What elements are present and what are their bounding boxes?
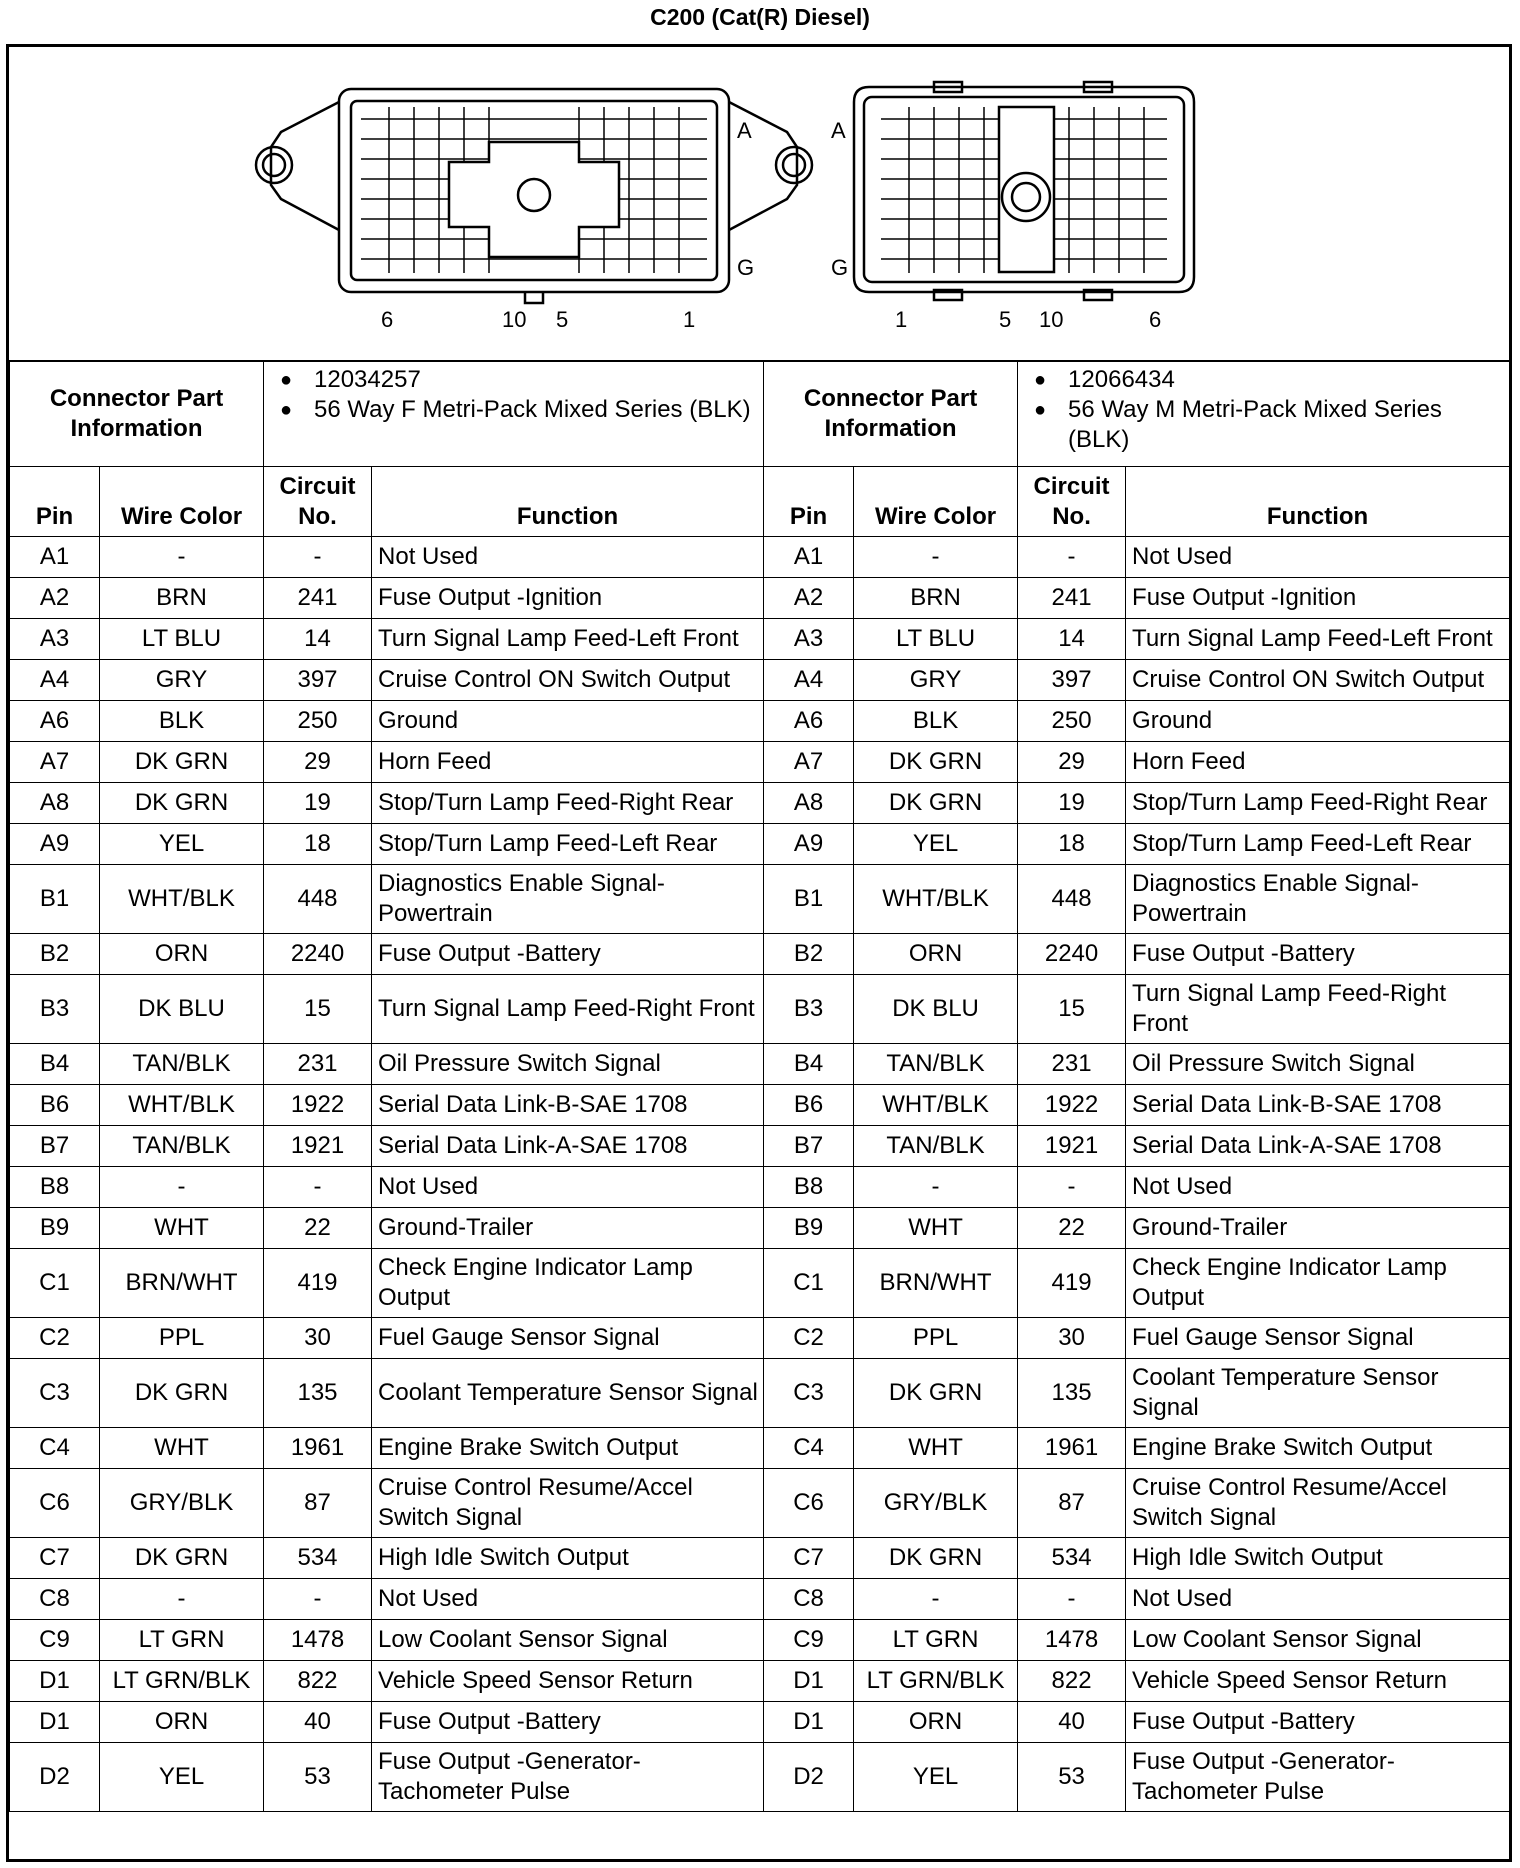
wire-color-cell: TAN/BLK xyxy=(100,1044,264,1085)
circuit-cell: 1922 xyxy=(1018,1085,1126,1126)
function-cell: Not Used xyxy=(1126,1579,1510,1620)
connector-diagrams xyxy=(9,47,1509,362)
table-row xyxy=(10,742,1510,783)
wire-color-cell: DK BLU xyxy=(854,975,1018,1044)
pin-cell: A9 xyxy=(764,824,854,865)
function-cell: Fuse Output -Battery xyxy=(1126,934,1510,975)
function-cell: Low Coolant Sensor Signal xyxy=(1126,1620,1510,1661)
pin-cell: C3 xyxy=(10,1359,100,1428)
col-pin-left: Pin xyxy=(10,467,100,537)
connector-info-left xyxy=(264,361,764,467)
table-row xyxy=(10,975,1510,1044)
function-cell: Not Used xyxy=(372,537,764,578)
pin-cell: A7 xyxy=(10,742,100,783)
pin-cell: C6 xyxy=(10,1469,100,1538)
circuit-cell: 18 xyxy=(264,824,372,865)
circuit-cell: 397 xyxy=(264,660,372,701)
pin-cell: D2 xyxy=(10,1743,100,1812)
function-cell: Check Engine Indicator Lamp Output xyxy=(372,1249,764,1318)
wire-color-cell: TAN/BLK xyxy=(854,1044,1018,1085)
wire-color-cell: LT GRN/BLK xyxy=(100,1661,264,1702)
function-cell: Fuel Gauge Sensor Signal xyxy=(372,1318,764,1359)
pin-cell: C7 xyxy=(764,1538,854,1579)
function-cell: Vehicle Speed Sensor Return xyxy=(372,1661,764,1702)
circuit-cell: 15 xyxy=(264,975,372,1044)
wire-color-cell: GRY/BLK xyxy=(100,1469,264,1538)
circuit-cell: 1478 xyxy=(1018,1620,1126,1661)
connector-info-header-left: Connector Part Information xyxy=(10,361,264,467)
pin-cell: A4 xyxy=(10,660,100,701)
circuit-cell: 22 xyxy=(1018,1208,1126,1249)
circuit-cell: 18 xyxy=(1018,824,1126,865)
function-cell: Cruise Control Resume/Accel Switch Signal xyxy=(372,1469,764,1538)
left-number-1: 1 xyxy=(683,307,696,332)
table-row xyxy=(10,1359,1510,1428)
circuit-cell: 29 xyxy=(264,742,372,783)
wire-color-cell: TAN/BLK xyxy=(100,1126,264,1167)
wire-color-cell: DK GRN xyxy=(100,1359,264,1428)
circuit-cell: 1478 xyxy=(264,1620,372,1661)
table-row xyxy=(10,824,1510,865)
circuit-cell: 419 xyxy=(1018,1249,1126,1318)
circuit-cell: 231 xyxy=(1018,1044,1126,1085)
table-row xyxy=(10,1126,1510,1167)
wire-color-cell: DK BLU xyxy=(100,975,264,1044)
wire-color-cell: BLK xyxy=(854,701,1018,742)
pin-cell: A4 xyxy=(764,660,854,701)
function-cell: Low Coolant Sensor Signal xyxy=(372,1620,764,1661)
pin-cell: B3 xyxy=(10,975,100,1044)
function-cell: Turn Signal Lamp Feed-Left Front xyxy=(372,619,764,660)
function-cell: Ground xyxy=(372,701,764,742)
circuit-cell: 19 xyxy=(1018,783,1126,824)
table-row xyxy=(10,1208,1510,1249)
pin-cell: C4 xyxy=(764,1428,854,1469)
wire-color-cell: LT GRN/BLK xyxy=(854,1661,1018,1702)
function-cell: Cruise Control Resume/Accel Switch Signal xyxy=(1126,1469,1510,1538)
function-cell: Oil Pressure Switch Signal xyxy=(372,1044,764,1085)
circuit-cell: - xyxy=(1018,1167,1126,1208)
table-row xyxy=(10,1743,1510,1812)
pin-cell: C3 xyxy=(764,1359,854,1428)
circuit-cell: 15 xyxy=(1018,975,1126,1044)
col-pin-right: Pin xyxy=(764,467,854,537)
table-row xyxy=(10,619,1510,660)
pin-cell: B4 xyxy=(10,1044,100,1085)
pin-cell: C1 xyxy=(10,1249,100,1318)
pin-cell: A8 xyxy=(10,783,100,824)
wire-color-cell: DK GRN xyxy=(100,1538,264,1579)
table-row xyxy=(10,1469,1510,1538)
function-cell: Fuse Output -Ignition xyxy=(1126,578,1510,619)
function-cell: Fuse Output -Battery xyxy=(372,1702,764,1743)
pin-cell: B6 xyxy=(10,1085,100,1126)
wire-color-cell: GRY xyxy=(854,660,1018,701)
circuit-cell: 29 xyxy=(1018,742,1126,783)
pin-cell: A8 xyxy=(764,783,854,824)
table-row xyxy=(10,1428,1510,1469)
table-row xyxy=(10,660,1510,701)
circuit-cell: 397 xyxy=(1018,660,1126,701)
pin-cell: A1 xyxy=(764,537,854,578)
part-number-left: ● 12034257 xyxy=(314,365,757,395)
pin-cell: C8 xyxy=(10,1579,100,1620)
table-row xyxy=(10,1318,1510,1359)
function-cell: Stop/Turn Lamp Feed-Left Rear xyxy=(372,824,764,865)
wire-color-cell: DK GRN xyxy=(854,742,1018,783)
right-number-1: 1 xyxy=(895,307,908,332)
left-letter-g: G xyxy=(737,255,755,280)
circuit-cell: - xyxy=(1018,1579,1126,1620)
pin-cell: C9 xyxy=(10,1620,100,1661)
wire-color-cell: BLK xyxy=(100,701,264,742)
circuit-cell: 40 xyxy=(1018,1702,1126,1743)
function-cell: Stop/Turn Lamp Feed-Right Rear xyxy=(1126,783,1510,824)
function-cell: Turn Signal Lamp Feed-Right Front xyxy=(1126,975,1510,1044)
table-row xyxy=(10,1085,1510,1126)
connector-info-header-right: Connector Part Information xyxy=(764,361,1018,467)
function-cell: Coolant Temperature Sensor Signal xyxy=(1126,1359,1510,1428)
function-cell: Engine Brake Switch Output xyxy=(1126,1428,1510,1469)
wire-color-cell: WHT xyxy=(854,1208,1018,1249)
function-cell: Horn Feed xyxy=(1126,742,1510,783)
wire-color-cell: BRN xyxy=(854,578,1018,619)
pin-cell: C7 xyxy=(10,1538,100,1579)
part-number-right: ● 12066434 xyxy=(1068,365,1503,395)
circuit-cell: 87 xyxy=(264,1469,372,1538)
circuit-cell: 22 xyxy=(264,1208,372,1249)
pin-cell: B3 xyxy=(764,975,854,1044)
right-connector-face xyxy=(854,82,1194,300)
left-number-6: 6 xyxy=(381,307,394,332)
circuit-cell: 822 xyxy=(1018,1661,1126,1702)
table-row xyxy=(10,1167,1510,1208)
wire-color-cell: ORN xyxy=(854,1702,1018,1743)
col-function-left: Function xyxy=(372,467,764,537)
pin-cell: A6 xyxy=(10,701,100,742)
part-description-left: ● 56 Way F Metri-Pack Mixed Series (BLK) xyxy=(314,395,757,425)
wire-color-cell: ORN xyxy=(100,1702,264,1743)
pin-cell: B6 xyxy=(764,1085,854,1126)
wire-color-cell: ORN xyxy=(854,934,1018,975)
table-row xyxy=(10,934,1510,975)
page-title: C200 (Cat(R) Diesel) xyxy=(650,4,870,30)
circuit-cell: 1961 xyxy=(1018,1428,1126,1469)
pin-cell: C2 xyxy=(10,1318,100,1359)
wire-color-cell: - xyxy=(100,1579,264,1620)
wire-color-cell: LT GRN xyxy=(100,1620,264,1661)
pin-cell: D1 xyxy=(764,1661,854,1702)
pin-cell: C2 xyxy=(764,1318,854,1359)
col-wire-color-left: Wire Color xyxy=(100,467,264,537)
right-number-5: 5 xyxy=(999,307,1012,332)
circuit-cell: 419 xyxy=(264,1249,372,1318)
wire-color-cell: - xyxy=(100,1167,264,1208)
function-cell: Not Used xyxy=(372,1167,764,1208)
connector-info-row xyxy=(10,361,1510,467)
pin-cell: B8 xyxy=(10,1167,100,1208)
wire-color-cell: WHT/BLK xyxy=(854,865,1018,934)
circuit-cell: 822 xyxy=(264,1661,372,1702)
wire-color-cell: GRY/BLK xyxy=(854,1469,1018,1538)
wire-color-cell: YEL xyxy=(854,1743,1018,1812)
pin-cell: C6 xyxy=(764,1469,854,1538)
right-number-6: 6 xyxy=(1149,307,1162,332)
pin-cell: B1 xyxy=(764,865,854,934)
left-letter-a: A xyxy=(737,118,752,143)
table-row xyxy=(10,578,1510,619)
circuit-cell: - xyxy=(264,1579,372,1620)
circuit-cell: 2240 xyxy=(1018,934,1126,975)
wire-color-cell: WHT/BLK xyxy=(100,1085,264,1126)
table-row xyxy=(10,865,1510,934)
pin-cell: A9 xyxy=(10,824,100,865)
table-row xyxy=(10,783,1510,824)
function-cell: Turn Signal Lamp Feed-Left Front xyxy=(1126,619,1510,660)
function-cell: Serial Data Link-B-SAE 1708 xyxy=(372,1085,764,1126)
wire-color-cell: YEL xyxy=(100,824,264,865)
function-cell: Fuse Output -Generator-Tachometer Pulse xyxy=(1126,1743,1510,1812)
pin-cell: B4 xyxy=(764,1044,854,1085)
function-cell: Stop/Turn Lamp Feed-Right Rear xyxy=(372,783,764,824)
right-letter-a: A xyxy=(831,118,846,143)
circuit-cell: - xyxy=(264,537,372,578)
wire-color-cell: YEL xyxy=(854,824,1018,865)
circuit-cell: 1961 xyxy=(264,1428,372,1469)
wire-color-cell: BRN/WHT xyxy=(854,1249,1018,1318)
wire-color-cell: BRN/WHT xyxy=(100,1249,264,1318)
pin-cell: B1 xyxy=(10,865,100,934)
wire-color-cell: DK GRN xyxy=(100,783,264,824)
wire-color-cell: - xyxy=(854,1167,1018,1208)
circuit-cell: 241 xyxy=(264,578,372,619)
wire-color-cell: TAN/BLK xyxy=(854,1126,1018,1167)
col-circuit-right: Circuit No. xyxy=(1018,467,1126,537)
pin-cell: D1 xyxy=(10,1661,100,1702)
circuit-cell: 30 xyxy=(264,1318,372,1359)
function-cell: Vehicle Speed Sensor Return xyxy=(1126,1661,1510,1702)
left-connector-face xyxy=(256,89,812,303)
connector-info-right xyxy=(1018,361,1510,467)
pin-cell: D1 xyxy=(10,1702,100,1743)
pin-cell: B7 xyxy=(10,1126,100,1167)
table-row xyxy=(10,1579,1510,1620)
function-cell: High Idle Switch Output xyxy=(372,1538,764,1579)
circuit-cell: - xyxy=(1018,537,1126,578)
circuit-cell: 135 xyxy=(264,1359,372,1428)
circuit-cell: 53 xyxy=(264,1743,372,1812)
pin-cell: A6 xyxy=(764,701,854,742)
function-cell: Serial Data Link-A-SAE 1708 xyxy=(372,1126,764,1167)
pin-cell: B2 xyxy=(764,934,854,975)
wire-color-cell: DK GRN xyxy=(854,1359,1018,1428)
circuit-cell: 241 xyxy=(1018,578,1126,619)
wire-color-cell: WHT xyxy=(100,1428,264,1469)
pin-cell: C9 xyxy=(764,1620,854,1661)
pin-cell: A2 xyxy=(10,578,100,619)
col-function-right: Function xyxy=(1126,467,1510,537)
left-number-5: 5 xyxy=(556,307,569,332)
pin-cell: B2 xyxy=(10,934,100,975)
pin-cell: B9 xyxy=(10,1208,100,1249)
wire-color-cell: - xyxy=(100,537,264,578)
circuit-cell: 1922 xyxy=(264,1085,372,1126)
table-row xyxy=(10,537,1510,578)
circuit-cell: 87 xyxy=(1018,1469,1126,1538)
table-row xyxy=(10,1620,1510,1661)
circuit-cell: 250 xyxy=(1018,701,1126,742)
part-description-right: ● 56 Way M Metri-Pack Mixed Series (BLK) xyxy=(1068,395,1503,455)
pin-cell: B8 xyxy=(764,1167,854,1208)
function-cell: Not Used xyxy=(1126,537,1510,578)
function-cell: Diagnostics Enable Signal-Powertrain xyxy=(1126,865,1510,934)
connector-diagrams-svg xyxy=(9,47,1509,360)
function-cell: Fuse Output -Battery xyxy=(1126,1702,1510,1743)
pin-cell: D1 xyxy=(764,1702,854,1743)
connector-frame xyxy=(6,44,1512,1862)
function-cell: Turn Signal Lamp Feed-Right Front xyxy=(372,975,764,1044)
function-cell: Ground-Trailer xyxy=(372,1208,764,1249)
table-row xyxy=(10,701,1510,742)
function-cell: Stop/Turn Lamp Feed-Left Rear xyxy=(1126,824,1510,865)
function-cell: Horn Feed xyxy=(372,742,764,783)
col-circuit-left: Circuit No. xyxy=(264,467,372,537)
circuit-cell: 1921 xyxy=(264,1126,372,1167)
pin-cell: B7 xyxy=(764,1126,854,1167)
wire-color-cell: DK GRN xyxy=(100,742,264,783)
function-cell: Fuse Output -Generator-Tachometer Pulse xyxy=(372,1743,764,1812)
wire-color-cell: DK GRN xyxy=(854,783,1018,824)
circuit-cell: 534 xyxy=(1018,1538,1126,1579)
table-row xyxy=(10,1538,1510,1579)
table-row xyxy=(10,1044,1510,1085)
wire-color-cell: BRN xyxy=(100,578,264,619)
col-wire-color-right: Wire Color xyxy=(854,467,1018,537)
pin-cell: D2 xyxy=(764,1743,854,1812)
pin-cell: C4 xyxy=(10,1428,100,1469)
pin-cell: A3 xyxy=(764,619,854,660)
circuit-cell: 14 xyxy=(1018,619,1126,660)
wire-color-cell: WHT/BLK xyxy=(854,1085,1018,1126)
pin-cell: A3 xyxy=(10,619,100,660)
pin-cell: A2 xyxy=(764,578,854,619)
left-number-10: 10 xyxy=(502,307,527,332)
right-number-10: 10 xyxy=(1039,307,1064,332)
circuit-cell: - xyxy=(264,1167,372,1208)
table-row xyxy=(10,1702,1510,1743)
circuit-cell: 448 xyxy=(264,865,372,934)
function-cell: Fuse Output -Ignition xyxy=(372,578,764,619)
function-cell: Serial Data Link-B-SAE 1708 xyxy=(1126,1085,1510,1126)
pin-cell: C1 xyxy=(764,1249,854,1318)
wire-color-cell: YEL xyxy=(100,1743,264,1812)
function-cell: High Idle Switch Output xyxy=(1126,1538,1510,1579)
wire-color-cell: PPL xyxy=(854,1318,1018,1359)
column-header-row xyxy=(10,467,1510,537)
wire-color-cell: LT BLU xyxy=(100,619,264,660)
wire-color-cell: LT GRN xyxy=(854,1620,1018,1661)
circuit-cell: 135 xyxy=(1018,1359,1126,1428)
wire-color-cell: WHT xyxy=(100,1208,264,1249)
circuit-cell: 30 xyxy=(1018,1318,1126,1359)
function-cell: Check Engine Indicator Lamp Output xyxy=(1126,1249,1510,1318)
circuit-cell: 448 xyxy=(1018,865,1126,934)
function-cell: Ground xyxy=(1126,701,1510,742)
circuit-cell: 53 xyxy=(1018,1743,1126,1812)
circuit-cell: 250 xyxy=(264,701,372,742)
function-cell: Oil Pressure Switch Signal xyxy=(1126,1044,1510,1085)
circuit-cell: 2240 xyxy=(264,934,372,975)
circuit-cell: 231 xyxy=(264,1044,372,1085)
function-cell: Coolant Temperature Sensor Signal xyxy=(372,1359,764,1428)
circuit-cell: 14 xyxy=(264,619,372,660)
wire-color-cell: PPL xyxy=(100,1318,264,1359)
function-cell: Not Used xyxy=(1126,1167,1510,1208)
wire-color-cell: LT BLU xyxy=(854,619,1018,660)
function-cell: Ground-Trailer xyxy=(1126,1208,1510,1249)
circuit-cell: 534 xyxy=(264,1538,372,1579)
table-row xyxy=(10,1249,1510,1318)
function-cell: Diagnostics Enable Signal-Powertrain xyxy=(372,865,764,934)
function-cell: Cruise Control ON Switch Output xyxy=(372,660,764,701)
wire-color-cell: ORN xyxy=(100,934,264,975)
wire-color-cell: DK GRN xyxy=(854,1538,1018,1579)
pin-cell: C8 xyxy=(764,1579,854,1620)
pin-cell: B9 xyxy=(764,1208,854,1249)
wire-color-cell: GRY xyxy=(100,660,264,701)
circuit-cell: 40 xyxy=(264,1702,372,1743)
function-cell: Not Used xyxy=(372,1579,764,1620)
pinout-table xyxy=(9,360,1510,1812)
function-cell: Fuse Output -Battery xyxy=(372,934,764,975)
pin-cell: A1 xyxy=(10,537,100,578)
wire-color-cell: WHT xyxy=(854,1428,1018,1469)
function-cell: Cruise Control ON Switch Output xyxy=(1126,660,1510,701)
function-cell: Engine Brake Switch Output xyxy=(372,1428,764,1469)
right-letter-g: G xyxy=(831,255,849,280)
circuit-cell: 19 xyxy=(264,783,372,824)
wire-color-cell: WHT/BLK xyxy=(100,865,264,934)
pin-cell: A7 xyxy=(764,742,854,783)
circuit-cell: 1921 xyxy=(1018,1126,1126,1167)
function-cell: Fuel Gauge Sensor Signal xyxy=(1126,1318,1510,1359)
table-row xyxy=(10,1661,1510,1702)
function-cell: Serial Data Link-A-SAE 1708 xyxy=(1126,1126,1510,1167)
wire-color-cell: - xyxy=(854,1579,1018,1620)
wire-color-cell: - xyxy=(854,537,1018,578)
